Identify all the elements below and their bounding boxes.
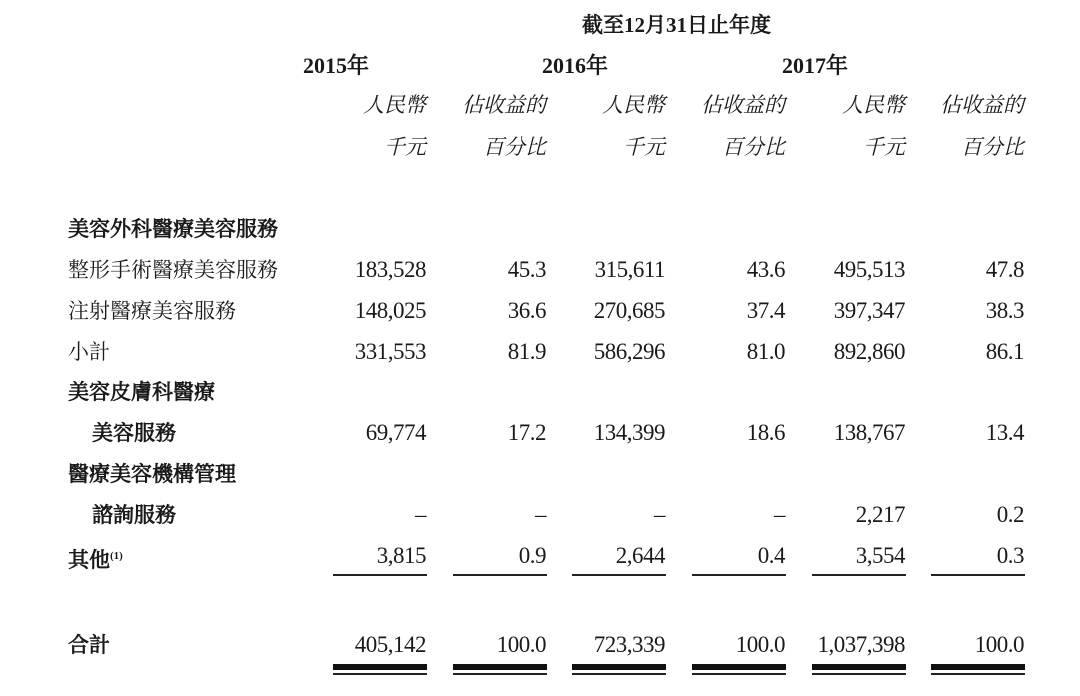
table-cell: 47.8 bbox=[985, 257, 1024, 282]
table-cell: 69,774 bbox=[365, 420, 426, 445]
total-double-underline bbox=[333, 673, 427, 675]
table-cell: 81.0 bbox=[746, 339, 785, 364]
row-label: 整形手術醫療美容服務 bbox=[68, 258, 278, 282]
footnote-marker: (1) bbox=[110, 550, 123, 562]
table-cell: 3,554 bbox=[855, 543, 905, 568]
table-cell: 37.4 bbox=[746, 298, 785, 323]
table-cell: 397,347 bbox=[833, 298, 905, 323]
percent-header: 佔收益的 bbox=[462, 93, 546, 117]
table-cell: 586,296 bbox=[593, 339, 665, 364]
rmb-header: 人民幣 bbox=[363, 93, 426, 117]
table-cell: 0.4 bbox=[757, 543, 785, 568]
table-cell: 0.3 bbox=[996, 543, 1024, 568]
total-double-underline bbox=[453, 664, 547, 670]
subtotal-underline bbox=[572, 574, 666, 576]
rmb-header: 千元 bbox=[863, 135, 905, 159]
table-cell: 0.2 bbox=[996, 502, 1024, 527]
subtotal-underline bbox=[931, 574, 1025, 576]
percent-header: 百分比 bbox=[722, 135, 785, 159]
table-cell: – bbox=[535, 502, 546, 527]
table-cell: 270,685 bbox=[593, 298, 665, 323]
table-cell: 134,399 bbox=[593, 420, 665, 445]
rmb-header: 人民幣 bbox=[842, 93, 905, 117]
row-label: 美容皮膚科醫療 bbox=[68, 380, 215, 404]
table-cell: 148,025 bbox=[354, 298, 426, 323]
rmb-header: 千元 bbox=[623, 135, 665, 159]
table-cell: 2,644 bbox=[615, 543, 665, 568]
total-double-underline bbox=[692, 664, 786, 670]
total-double-underline bbox=[453, 673, 547, 675]
table-cell: 13.4 bbox=[985, 420, 1024, 445]
rmb-header: 千元 bbox=[384, 135, 426, 159]
table-cell: 86.1 bbox=[985, 339, 1024, 364]
table-cell: – bbox=[774, 502, 785, 527]
table-cell: 43.6 bbox=[746, 257, 785, 282]
table-cell: 18.6 bbox=[746, 420, 785, 445]
table-cell: 315,611 bbox=[594, 257, 665, 282]
table-cell: 331,553 bbox=[354, 339, 426, 364]
subtotal-underline bbox=[692, 574, 786, 576]
table-cell: 3,815 bbox=[376, 543, 426, 568]
total-double-underline bbox=[692, 673, 786, 675]
row-label: 美容服務 bbox=[92, 421, 176, 445]
subtotal-underline bbox=[333, 574, 427, 576]
table-cell: 17.2 bbox=[507, 420, 546, 445]
table-period-header: 截至12月31日止年度 bbox=[582, 13, 771, 37]
row-label bbox=[68, 541, 123, 571]
subtotal-underline bbox=[812, 574, 906, 576]
table-cell: 38.3 bbox=[985, 298, 1024, 323]
percent-header: 百分比 bbox=[961, 135, 1024, 159]
row-label: 諮詢服務 bbox=[92, 503, 176, 527]
total-cell: 100.0 bbox=[735, 632, 785, 657]
year-header: 2015年 bbox=[302, 53, 369, 78]
total-double-underline bbox=[931, 664, 1025, 670]
total-label: 合計 bbox=[68, 633, 110, 657]
row-label: 注射醫療美容服務 bbox=[68, 299, 236, 323]
percent-header: 佔收益的 bbox=[701, 93, 785, 117]
rmb-header: 人民幣 bbox=[602, 93, 665, 117]
table-cell: 45.3 bbox=[507, 257, 546, 282]
table-cell: 138,767 bbox=[833, 420, 905, 445]
total-cell: 723,339 bbox=[593, 632, 665, 657]
year-header: 2017年 bbox=[781, 53, 848, 78]
table-cell: 81.9 bbox=[507, 339, 546, 364]
row-label-text: 其他 bbox=[68, 548, 110, 572]
total-cell: 405,142 bbox=[354, 632, 426, 657]
table-cell: 183,528 bbox=[354, 257, 426, 282]
subtotal-underline bbox=[453, 574, 547, 576]
total-cell: 1,037,398 bbox=[817, 632, 905, 657]
table-cell: 892,860 bbox=[833, 339, 905, 364]
total-double-underline bbox=[812, 673, 906, 675]
row-label: 醫療美容機構管理 bbox=[68, 462, 236, 486]
total-double-underline bbox=[572, 673, 666, 675]
total-double-underline bbox=[931, 673, 1025, 675]
table-cell: – bbox=[654, 502, 665, 527]
total-double-underline bbox=[572, 664, 666, 670]
total-cell: 100.0 bbox=[496, 632, 546, 657]
table-cell: 36.6 bbox=[507, 298, 546, 323]
percent-header: 百分比 bbox=[483, 135, 546, 159]
table-cell: 0.9 bbox=[518, 543, 546, 568]
total-double-underline bbox=[812, 664, 906, 670]
row-label: 小計 bbox=[68, 340, 110, 364]
year-header: 2016年 bbox=[541, 53, 608, 78]
table-cell: 495,513 bbox=[833, 257, 905, 282]
total-cell: 100.0 bbox=[974, 632, 1024, 657]
row-label: 美容外科醫療美容服務 bbox=[68, 217, 278, 241]
total-double-underline bbox=[333, 664, 427, 670]
table-cell: 2,217 bbox=[855, 502, 905, 527]
percent-header: 佔收益的 bbox=[940, 93, 1024, 117]
table-cell: – bbox=[415, 502, 426, 527]
